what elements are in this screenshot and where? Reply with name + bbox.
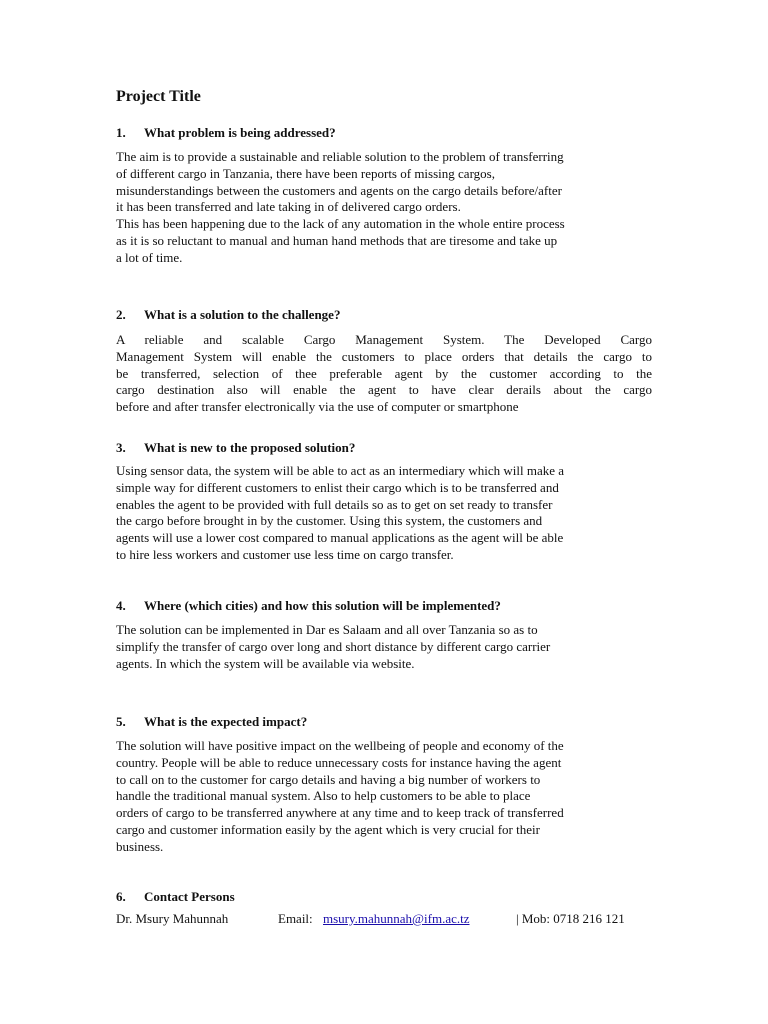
paragraph-line: Management System will enable the customers to place orders that details the cargo to xyxy=(116,348,652,364)
section-6-heading-text: Contact Persons xyxy=(144,889,235,904)
paragraph-line: A reliable and scalable Cargo Management System. The Developed Cargo xyxy=(116,332,652,347)
contact-email-label: Email: xyxy=(278,911,313,926)
section-5-heading-text: What is the expected impact? xyxy=(144,714,308,729)
paragraph-line: of different cargo in Tanzania, there have been reports of missing cargos, xyxy=(116,165,495,181)
paragraph-line: misunderstandings between the customers and agents on the cargo details before/after xyxy=(116,182,562,198)
paragraph-line: The aim is to provide a sustainable and reliable solution to the problem of transferring xyxy=(116,149,564,164)
section-1-heading xyxy=(116,125,336,141)
paragraph-line: The solution will have positive impact on the wellbeing of people and economy of the xyxy=(116,738,564,753)
paragraph-line: as it is so reluctant to manual and human hand methods that are tiresome and take up xyxy=(116,232,558,248)
contact-email-link[interactable]: msury.mahunnah@ifm.ac.tz xyxy=(323,911,470,926)
section-6-number: 6. xyxy=(116,889,126,904)
section-3-heading xyxy=(116,440,355,456)
paragraph-line: it has been transferred and late taking in of delivered cargo orders. xyxy=(116,199,461,215)
contact-phone: | Mob: 0718 216 121 xyxy=(516,911,625,926)
section-3-body xyxy=(116,463,652,564)
page-title: Project Title xyxy=(116,88,201,105)
section-5-body xyxy=(116,738,652,856)
section-1-body xyxy=(116,149,652,267)
section-1-number: 1. xyxy=(116,125,126,140)
paragraph-line: The solution can be implemented in Dar es Salaam and all over Tanzania so as to xyxy=(116,622,538,637)
paragraph-line: to call on to the customer for cargo details and having a big number of workers to xyxy=(116,771,541,787)
paragraph-line: Using sensor data, the system will be able to act as an intermediary which will make a xyxy=(116,463,565,478)
paragraph-line: a lot of time. xyxy=(116,249,183,265)
paragraph-line: be transferred, selection of thee preferable agent by the customer according to the xyxy=(116,365,652,381)
section-5-number: 5. xyxy=(116,714,126,729)
paragraph-line: simple way for different customers to enlist their cargo which is to be transferred and xyxy=(116,479,559,495)
section-2-heading-text: What is a solution to the challenge? xyxy=(144,307,341,322)
section-2-body xyxy=(116,332,652,416)
section-4-number: 4. xyxy=(116,598,126,613)
section-6-heading xyxy=(116,889,235,905)
section-4-heading xyxy=(116,598,501,614)
section-3-number: 3. xyxy=(116,440,126,455)
paragraph-line: the cargo before brought in by the customer. Using this system, the customers and xyxy=(116,513,543,529)
paragraph-line: to hire less workers and customer use less time on cargo transfer. xyxy=(116,546,454,562)
section-2-heading xyxy=(116,307,340,323)
paragraph-line: enables the agent to be provided with full details so as to get on set ready to transfer xyxy=(116,496,553,512)
section-5-heading xyxy=(116,714,307,730)
section-2-number: 2. xyxy=(116,307,126,322)
paragraph-line: country. People will be able to reduce unnecessary costs for instance having the agent xyxy=(116,754,562,770)
paragraph-line: before and after transfer electronically via the use of computer or smartphone xyxy=(116,399,519,415)
paragraph-line: handle the traditional manual system. Also to help customers to be able to place xyxy=(116,788,531,804)
paragraph-line: This has been happening due to the lack of any automation in the whole entire process xyxy=(116,216,565,232)
paragraph-line: cargo destination also will enable the agent to have clear derails about the cargo xyxy=(116,382,652,398)
paragraph-line: simplify the transfer of cargo over long and short distance by different cargo carrier xyxy=(116,638,551,654)
section-3-heading-text: What is new to the proposed solution? xyxy=(144,440,356,455)
section-4-heading-text: Where (which cities) and how this solution will be implemented? xyxy=(144,598,501,613)
paragraph-line: agents will use a lower cost compared to manual applications as the agent will be able xyxy=(116,530,564,546)
paragraph-line: cargo and customer information easily by the agent which is very crucial for their xyxy=(116,821,540,837)
section-4-body xyxy=(116,622,652,672)
section-1-heading-text: What problem is being addressed? xyxy=(144,125,336,140)
contact-name: Dr. Msury Mahunnah xyxy=(116,911,229,926)
paragraph-line: orders of cargo to be transferred anywhere at any time and to keep track of transferred xyxy=(116,805,564,821)
paragraph-line: agents. In which the system will be available via website. xyxy=(116,655,415,671)
paragraph-line: business. xyxy=(116,838,164,854)
